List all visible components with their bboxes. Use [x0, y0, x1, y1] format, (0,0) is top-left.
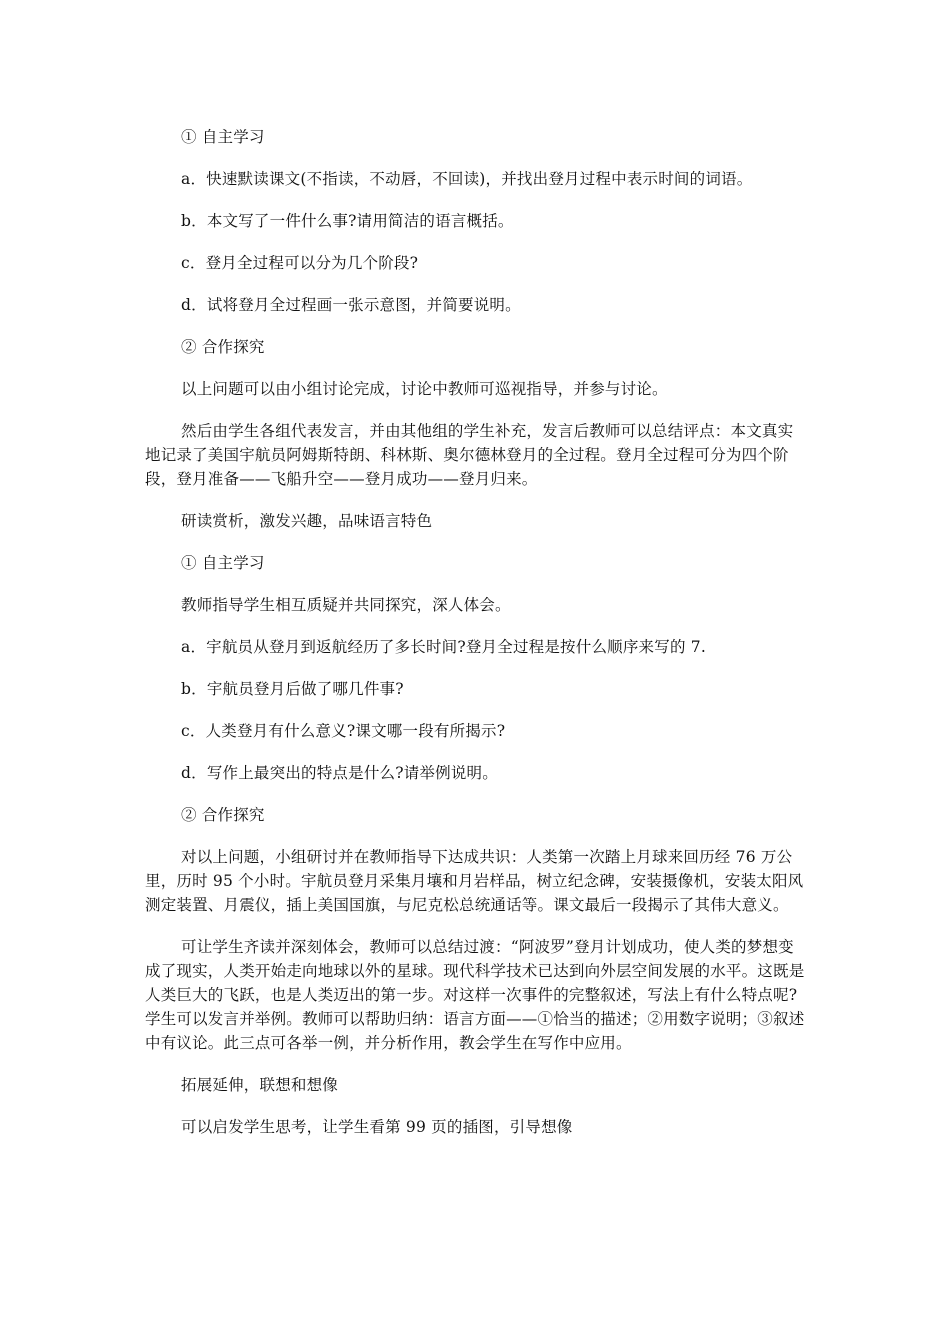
- paragraph-summary: 然后由学生各组代表发言，并由其他组的学生补充，发言后教师可以总结评点：本文真实地记录了美国宇航员阿姆斯特朗、科林斯、奥尔德林登月的全过程。登月全过程可分为四个阶段，登月准备——飞船升空——登月成功——登月归来。: [145, 422, 794, 488]
- section-heading-cooperative-2: ② 合作探究: [181, 806, 265, 824]
- question-c-1: c．登月全过程可以分为几个阶段?: [181, 254, 419, 272]
- paragraph-consensus: 对以上问题，小组研讨并在教师指导下达成共识：人类第一次踏上月球来回历经 76 万公里，历时 95 个小时。宇航员登月采集月壤和月岩样品，树立纪念碑，安装摄像机，安装太阳风测定装置、月震仪，插上美国国旗，与尼克松总统通话等。课文最后一段揭示了其伟大意义。: [145, 848, 804, 914]
- question-a-2: a．宇航员从登月到返航经历了多长时间?登月全过程是按什么顺序来写的 7.: [181, 638, 706, 656]
- question-d-1: d．试将登月全过程画一张示意图，并简要说明。: [181, 296, 521, 314]
- question-b-2: b．宇航员登月后做了哪几件事?: [181, 680, 404, 698]
- paragraph-final: 可以启发学生思考，让学生看第 99 页的插图，引导想像: [181, 1118, 573, 1136]
- section-heading-self-study-2: ① 自主学习: [181, 554, 265, 572]
- question-d-2: d．写作上最突出的特点是什么?请举例说明。: [181, 764, 498, 782]
- question-b-1: b．本文写了一件什么事?请用简洁的语言概括。: [181, 212, 514, 230]
- question-a-1: a．快速默读课文(不指读，不动唇，不回读)，并找出登月过程中表示时间的词语。: [181, 170, 753, 188]
- paragraph-transition: 可让学生齐读并深刻体会，教师可以总结过渡：“阿波罗”登月计划成功，使人类的梦想变成了现实，人类开始走向地球以外的星球。现代科学技术已达到向外层空间发展的水平。这既是人类巨大的飞跃，也是人类迈出的第一步。对这样一次事件的完整叙述，写法上有什么特点呢?学生可以发言并举例。教师可以帮助归纳：语言方面——①恰当的描述；②用数字说明；③叙述中有议论。此三点可各举一例，并分析作用，教会学生在写作中应用。: [145, 938, 805, 1052]
- section-heading-cooperative-1: ② 合作探究: [181, 338, 265, 356]
- section-heading-study-analysis: 研读赏析，激发兴趣，品味语言特色: [181, 512, 433, 530]
- document-body: [145, 125, 805, 1157]
- section-heading-self-study-1: ① 自主学习: [181, 128, 265, 146]
- question-c-2: c．人类登月有什么意义?课文哪一段有所揭示?: [181, 722, 506, 740]
- section-heading-extension: 拓展延伸，联想和想像: [181, 1076, 339, 1094]
- paragraph-teacher-guidance: 教师指导学生相互质疑并共同探究，深人体会。: [181, 596, 511, 614]
- paragraph-discussion: 以上问题可以由小组讨论完成，讨论中教师可巡视指导，并参与讨论。: [181, 380, 668, 398]
